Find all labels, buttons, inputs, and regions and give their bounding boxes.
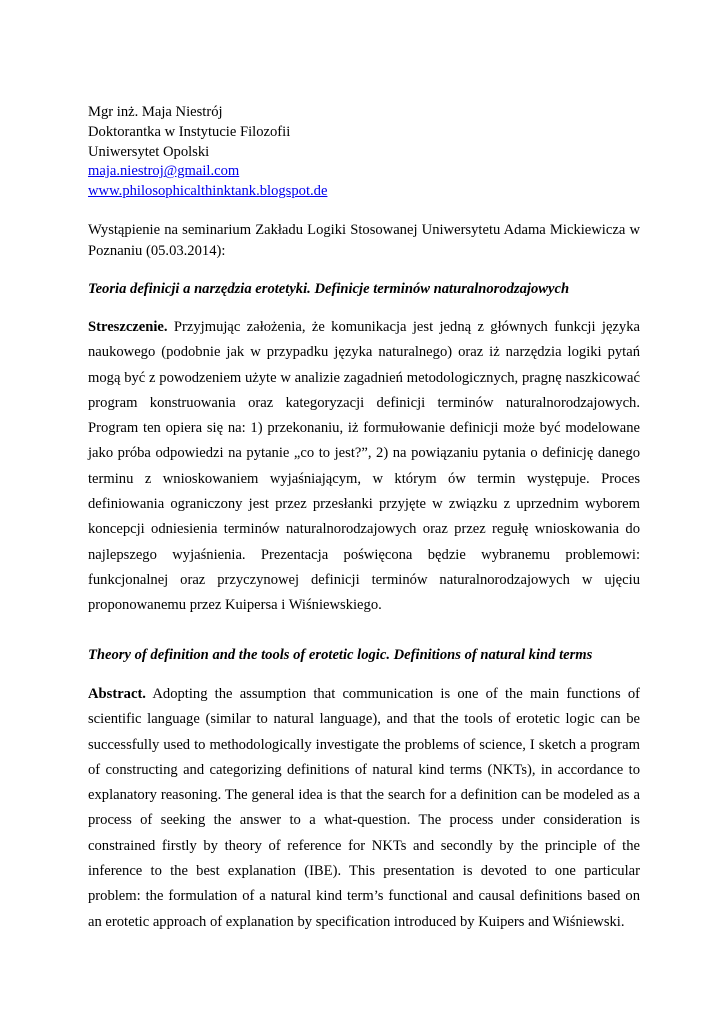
author-position: Doktorantka w Instytucie Filozofii — [88, 123, 291, 140]
email-link[interactable]: maja.niestroj@gmail.com — [88, 163, 240, 180]
author-block — [88, 103, 648, 202]
author-name: Mgr inż. Maja Niestrój — [88, 104, 223, 120]
english-title: Theory of definition and the tools of erotetic logic. Definitions of natural kind terms — [88, 647, 593, 663]
polish-abstract-text: Przyjmując założenia, że komunikacja jest jedną z głównych funkcji języka naukowego (podobnie jak w przypadku języka naturalnego) oraz iż narzędzia logiki pytań mogą być z powodzeniem użyte w analizie zagadnień metodologicznych, pragnę naszkicować program konstruowania oraz kategoryzacji definicji terminów naturalnorodzajowych. Program ten opiera się na: 1) przekonaniu, iż formułowanie definicji może być modelowane jako próba odpowiedzi na pytanie „co to jest?”, 2) na powiązaniu pytania o definicję danego terminu z wnioskowaniem wyjaśniającym, w którym ów termin występuje. Proces definiowania ograniczony jest przez przesłanki przyjęte w związku z uprzednim wyborem koncepcji odniesienia terminów naturalnorodzajowych oraz przez regułę wnioskowania do najlepszego wyjaśnienia. Prezentacja poświęcona będzie wybranemu problemowi: funkcjonalnej oraz przyczynowej definicji terminów naturalnorodzajowych w ujęciu proponowanemu przez Kuipersa i Wiśniewskiego. — [88, 319, 640, 614]
english-abstract-lead: Abstract. — [88, 686, 146, 702]
polish-abstract — [88, 315, 640, 619]
polish-abstract-lead: Streszczenie. — [88, 319, 168, 335]
website-link[interactable]: www.philosophicalthinktank.blogspot.de — [88, 183, 328, 200]
polish-title: Teoria definicji a narzędzia erotetyki. Definicje terminów naturalnorodzajowych — [88, 281, 570, 297]
english-abstract — [88, 682, 640, 935]
english-abstract-text: Adopting the assumption that communication is one of the main functions of scientific language (similar to natural language), and that the tools of erotetic logic can be successfully used to methodologically investigate the problems of science, I sketch a program of constructing and categorizing definitions of natural kind terms (NKTs), in accordance to explanatory reasoning. The general idea is that the search for a definition can be modeled as a process of seeking the answer to a what-question. The process under consideration is constrained firstly by theory of reference for NKTs and secondly by the principle of the inference to the best explanation (IBE). This presentation is devoted to one particular problem: the formulation of a natural kind term’s functional and causal definitions based on an erotetic approach of explanation by specification introduced by Kuipers and Wiśniewski. — [88, 686, 641, 930]
seminar-intro: Wystąpienie na seminarium Zakładu Logiki Stosowanej Uniwersytetu Adama Mickiewicza w Poznaniu (05.03.2014): — [88, 222, 640, 259]
author-university: Uniwersytet Opolski — [88, 143, 210, 160]
